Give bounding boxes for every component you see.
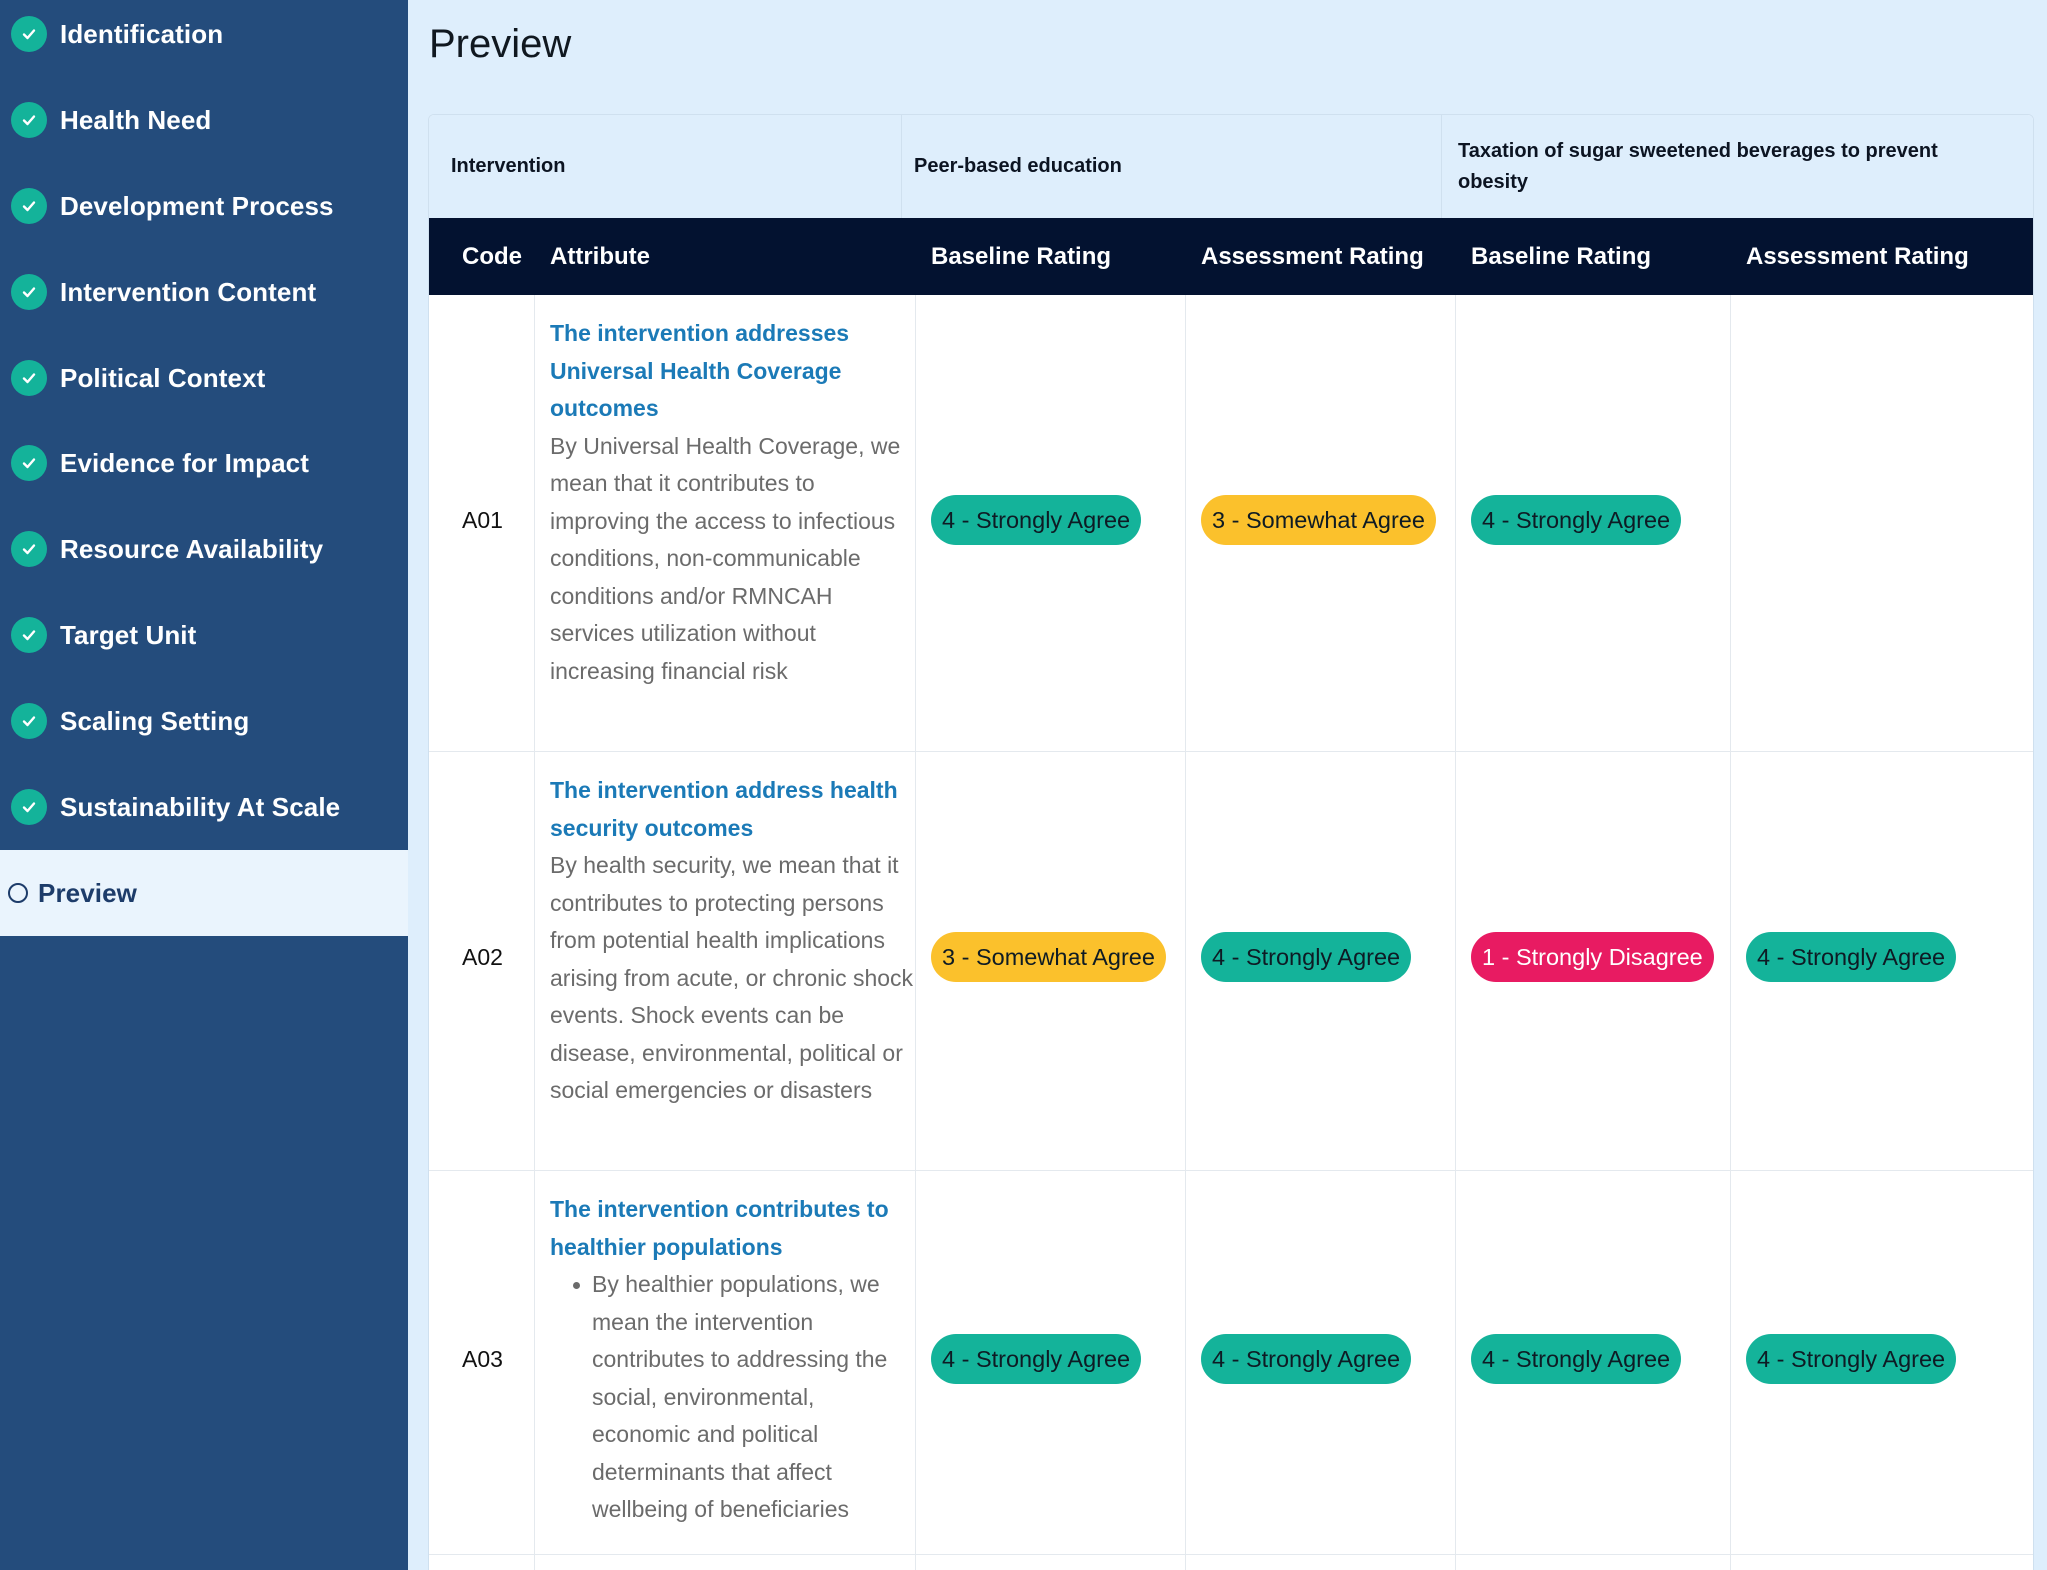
sidebar-item-label: Health Need xyxy=(60,104,212,135)
sidebar-item-label: Development Process xyxy=(60,190,334,221)
sidebar-item-label: Intervention Content xyxy=(60,276,317,307)
column-header-code: Code xyxy=(462,242,522,270)
attribute-description: By Universal Health Coverage, we mean that it contributes to improving the access to infectious conditions, non-communicable conditions and/or RMNCAH services utilization without increasing financial risk xyxy=(550,432,901,684)
sidebar-item-preview[interactable] xyxy=(0,850,408,936)
check-circle-icon xyxy=(11,102,47,138)
sidebar xyxy=(0,0,408,1570)
table-group-header xyxy=(429,115,2034,218)
attribute-cell xyxy=(550,315,912,690)
check-circle-icon xyxy=(11,188,47,224)
rating-badge: 1 - Strongly Disagree xyxy=(1471,932,1714,982)
sidebar-item-label: Preview xyxy=(38,877,137,908)
sidebar-item-development-process[interactable] xyxy=(0,163,408,249)
attribute-cell xyxy=(550,772,915,1110)
attribute-cell xyxy=(550,1191,912,1529)
table-column-header xyxy=(429,218,2034,295)
rating-badge: 4 - Strongly Agree xyxy=(931,495,1141,545)
row-code: A02 xyxy=(462,944,503,970)
table-row xyxy=(429,295,2034,752)
column-header-attribute: Attribute xyxy=(550,242,650,270)
check-circle-icon xyxy=(11,531,47,567)
sidebar-item-label: Scaling Setting xyxy=(60,705,250,736)
page-title: Preview xyxy=(429,22,572,66)
column-header-assessment-rating: Assessment Rating xyxy=(1201,242,1424,270)
check-circle-icon xyxy=(11,617,47,653)
check-circle-icon xyxy=(11,274,47,310)
attribute-description: By health security, we mean that it contributes to protecting persons from potential health implications arising from acute, or chronic shock events. Shock events can be disease, environmental, political or social emergencies or disasters xyxy=(550,852,914,1103)
check-circle-icon xyxy=(11,445,47,481)
sidebar-item-label: Sustainability At Scale xyxy=(60,791,341,822)
sidebar-item-label: Resource Availability xyxy=(60,533,324,564)
rating-badge: 3 - Somewhat Agree xyxy=(931,932,1166,982)
sidebar-item-label: Political Context xyxy=(60,362,266,393)
rating-badge: 4 - Strongly Agree xyxy=(1746,1334,1956,1384)
check-circle-icon xyxy=(11,360,47,396)
group-header-taxation: Taxation of sugar sweetened beverages to prevent obesity xyxy=(1441,115,2034,218)
sidebar-item-identification[interactable] xyxy=(0,0,408,77)
rating-badge: 4 - Strongly Agree xyxy=(1201,932,1411,982)
check-circle-icon xyxy=(11,789,47,825)
sidebar-item-target-unit[interactable] xyxy=(0,592,408,678)
sidebar-item-sustainability-at-scale[interactable] xyxy=(0,764,408,850)
sidebar-item-label: Evidence for Impact xyxy=(60,447,309,478)
rating-badge: 4 - Strongly Agree xyxy=(931,1334,1141,1384)
rating-badge: 4 - Strongly Agree xyxy=(1746,932,1956,982)
rating-badge: 4 - Strongly Agree xyxy=(1471,495,1681,545)
column-header-baseline-rating: Baseline Rating xyxy=(1471,242,1652,270)
check-circle-icon xyxy=(11,703,47,739)
sidebar-item-intervention-content[interactable] xyxy=(0,249,408,335)
rating-badge: 3 - Somewhat Agree xyxy=(1201,495,1436,545)
attribute-title: The intervention address health security outcomes xyxy=(550,777,898,841)
sidebar-item-political-context[interactable] xyxy=(0,335,408,421)
sidebar-item-health-need[interactable] xyxy=(0,77,408,163)
sidebar-item-evidence-for-impact[interactable] xyxy=(0,420,408,506)
check-circle-icon xyxy=(11,16,47,52)
rating-badge: 4 - Strongly Agree xyxy=(1201,1334,1411,1384)
rating-badge: 4 - Strongly Agree xyxy=(1471,1334,1681,1384)
sidebar-item-label: Target Unit xyxy=(60,619,197,650)
preview-table xyxy=(428,114,2034,1570)
attribute-title: The intervention addresses Universal Health Coverage outcomes xyxy=(550,320,850,421)
sidebar-item-resource-availability[interactable] xyxy=(0,506,408,592)
table-row xyxy=(429,1555,2034,1570)
group-header-intervention: Intervention xyxy=(451,155,566,177)
column-header-baseline-rating: Baseline Rating xyxy=(931,242,1112,270)
group-header-peer-based-education: Peer-based education xyxy=(901,115,1441,218)
sidebar-item-label: Identification xyxy=(60,18,224,49)
empty-circle-icon xyxy=(8,883,28,903)
sidebar-item-scaling-setting[interactable] xyxy=(0,678,408,764)
column-header-assessment-rating: Assessment Rating xyxy=(1746,242,1969,270)
table-row xyxy=(429,752,2034,1171)
attribute-title: The intervention contributes to healthier populations xyxy=(550,1196,889,1260)
row-code: A03 xyxy=(462,1346,503,1372)
table-row xyxy=(429,1171,2034,1555)
row-code: A01 xyxy=(462,507,503,533)
attribute-description: By healthier populations, we mean the intervention contributes to addressing the social, environmental, economic and political determinants that affect wellbeing of beneficiaries xyxy=(550,1266,912,1529)
